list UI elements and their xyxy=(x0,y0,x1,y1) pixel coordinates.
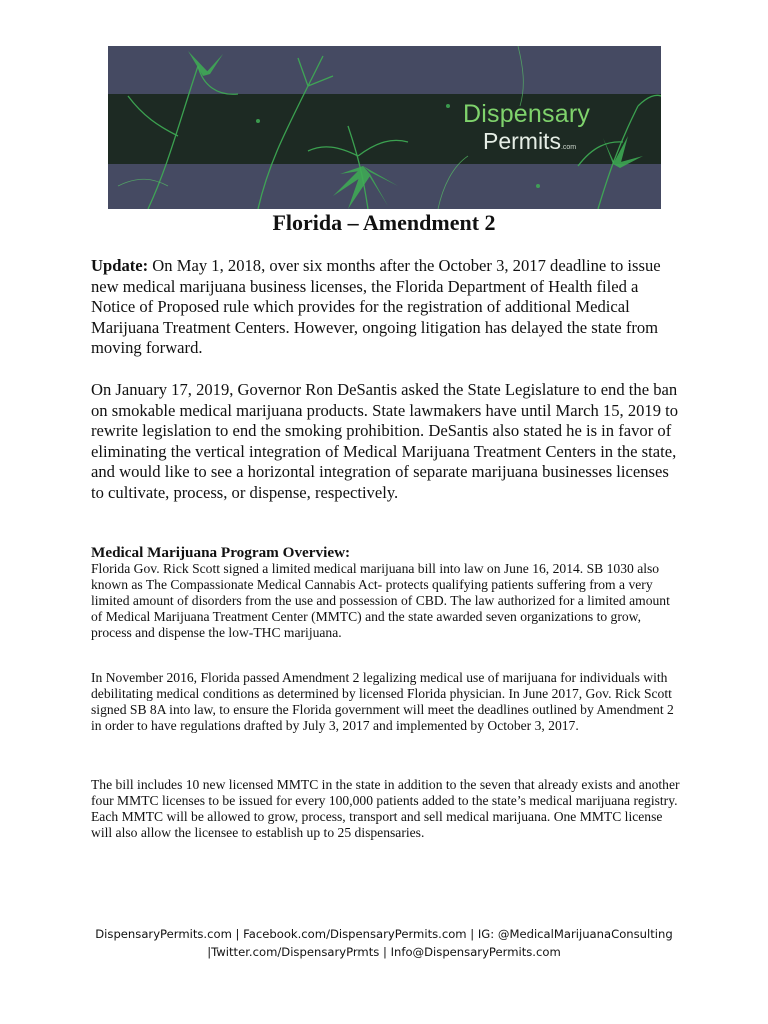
update-label: Update: xyxy=(91,256,149,275)
overview-paragraph-1: Florida Gov. Rick Scott signed a limited medical marijuana bill into law on June 16, 2014. SB 1030 also known as The Compassionate Medical Cannabis Act- protects qualifying patients suffering from a very limited amount of disorders from the use and possession of CBD. The law authorized for a limited amount of Medical Marijuana Treatment Center (MMTC) and the state awarded seven organizations to grow, process and dispense the low-THC marijuana. xyxy=(91,561,670,640)
dispensary-permits-logo xyxy=(463,100,590,161)
footer-line-1: DispensaryPermits.com | Facebook.com/DispensaryPermits.com | IG: @MedicalMarijuanaConsulting xyxy=(95,927,673,941)
header-banner xyxy=(108,46,661,209)
logo-word-dispensary: Dispensary xyxy=(463,100,591,128)
section-heading: Medical Marijuana Program Overview: xyxy=(91,544,351,561)
page-title: Florida – Amendment 2 xyxy=(272,210,496,235)
overview-paragraph-3: The bill includes 10 new licensed MMTC in the state in addition to the seven that already exists and another four MMTC licenses to be issued for every 100,000 patients added to the state’s medical marijuana registry. Each MMTC will be allowed to grow, process, transport and sell medical marijuana. One MMTC license will also allow the licensee to establish up to 25 dispensaries. xyxy=(91,777,680,840)
update-text: On May 1, 2018, over six months after the October 3, 2017 deadline to issue new medical marijuana business licenses, the Florida Department of Health filed a Notice of Proposed rule which provides for the registration of additional Medical Marijuana Treatment Centers. However, ongoing litigation has delayed the state from moving forward. xyxy=(91,256,661,357)
update-paragraph xyxy=(91,256,681,359)
overview-paragraph-2: In November 2016, Florida passed Amendment 2 legalizing medical use of marijuana for individuals with debilitating medical conditions as determined by licensed Florida physician. In June 2017, Gov. Rick Scott signed SB 8A into law, to ensure the Florida government will meet the deadlines outlined by Amendment 2 in order to have regulations drafted by July 3, 2017 and implemented by October 3, 2017. xyxy=(91,670,674,733)
logo-word-permits: Permits.com xyxy=(483,128,577,154)
page-footer xyxy=(0,925,768,961)
footer-line-2: |Twitter.com/DispensaryPrmts | Info@DispensaryPermits.com xyxy=(207,945,561,959)
desantis-paragraph: On January 17, 2019, Governor Ron DeSantis asked the State Legislature to end the ban on smokable medical marijuana products. State lawmakers have until March 15, 2019 to rewrite legislation to end the smoking prohibition. DeSantis also stated he is in favor of eliminating the vertical integration of Medical Marijuana Treatment Centers in the state, and would like to see a horizontal integration of separate marijuana businesses licenses to cultivate, process, or dispense, respectively. xyxy=(91,380,679,502)
program-overview-section xyxy=(91,544,681,641)
